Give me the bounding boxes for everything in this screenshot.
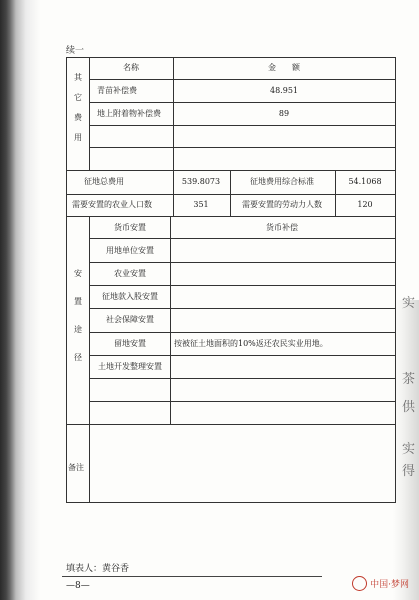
table-rule bbox=[170, 216, 171, 424]
table-rule bbox=[66, 170, 396, 171]
table-rule bbox=[89, 238, 396, 239]
table-rule bbox=[89, 285, 396, 286]
method-agricultural: 农业安置 bbox=[114, 269, 146, 278]
table-rule bbox=[89, 378, 396, 379]
agri-population-value: 351 bbox=[193, 200, 209, 209]
method-shares: 征地款入股安置 bbox=[102, 292, 158, 301]
table-rule bbox=[66, 194, 396, 195]
fee-name-seedling: 青苗补偿费 bbox=[97, 86, 137, 95]
table-rule bbox=[89, 308, 396, 309]
resettlement-section-label: 安 置 途 径 bbox=[74, 269, 82, 362]
table-rule bbox=[66, 216, 396, 217]
table-rule bbox=[89, 424, 90, 502]
method-monetary: 货币安置 bbox=[114, 223, 146, 232]
table-rule bbox=[89, 147, 396, 148]
table-border bbox=[66, 57, 396, 58]
table-rule bbox=[66, 424, 396, 425]
method-land-development: 土地开发整理安置 bbox=[98, 362, 162, 371]
remarks-label: 备注 bbox=[68, 463, 84, 472]
table-rule bbox=[89, 355, 396, 356]
labor-count-value: 120 bbox=[357, 200, 373, 209]
content-monetary: 货币补偿 bbox=[266, 223, 298, 232]
table-rule bbox=[89, 102, 396, 103]
table-rule bbox=[89, 216, 90, 424]
column-header-amount: 金 额 bbox=[268, 63, 300, 72]
scanned-binding-edge bbox=[0, 0, 40, 600]
seal-icon bbox=[352, 576, 367, 591]
form-filler: 填表人：黄谷香 bbox=[66, 564, 130, 574]
table-rule bbox=[230, 170, 231, 216]
agri-population-label: 需要安置的农业人口数 bbox=[72, 200, 152, 209]
bleed-through-char: 得 bbox=[401, 464, 415, 479]
table-rule bbox=[173, 57, 174, 170]
bleed-through-char: 实 bbox=[401, 442, 415, 457]
table-rule bbox=[89, 125, 396, 126]
table-rule bbox=[89, 332, 396, 333]
page-number: —8— bbox=[66, 581, 90, 591]
method-reserved-land: 留地安置 bbox=[114, 339, 146, 348]
labor-count-label: 需要安置的劳动力人数 bbox=[242, 200, 322, 209]
fee-amount-attachments: 89 bbox=[278, 109, 290, 118]
table-rule bbox=[335, 170, 336, 216]
table-border bbox=[66, 502, 396, 503]
land-acquisition-fee-table bbox=[66, 57, 396, 503]
table-rule bbox=[89, 262, 396, 263]
fee-amount-seedling: 48.951 bbox=[270, 86, 298, 95]
footer-rule bbox=[62, 576, 322, 577]
table-border bbox=[66, 57, 67, 503]
method-social-security: 社会保障安置 bbox=[106, 315, 154, 324]
bleed-through-char: 实 bbox=[401, 296, 415, 311]
table-rule bbox=[89, 79, 396, 80]
total-fee-value: 539.8073 bbox=[181, 177, 221, 186]
table-border bbox=[395, 57, 396, 503]
table-rule bbox=[89, 401, 396, 402]
total-fee-label: 征地总费用 bbox=[84, 177, 124, 186]
method-employer: 用地单位安置 bbox=[106, 246, 154, 255]
fee-standard-value: 54.1068 bbox=[348, 177, 382, 186]
watermark bbox=[352, 576, 409, 591]
table-rule bbox=[173, 170, 174, 216]
watermark-text: 中国·梦网 bbox=[370, 580, 409, 590]
content-reserved-land: 按被征土地面积的10%返还农民实业用地。 bbox=[174, 339, 328, 348]
fee-standard-label: 征地费用综合标准 bbox=[250, 177, 314, 186]
other-fees-section-label: 其 它 费 用 bbox=[74, 73, 82, 142]
fee-name-attachments: 地上附着物补偿费 bbox=[97, 109, 161, 118]
continuation-label: 续一 bbox=[66, 46, 85, 56]
bleed-through-char: 茶 bbox=[401, 372, 415, 387]
table-rule bbox=[89, 57, 90, 170]
column-header-name: 名称 bbox=[123, 63, 139, 72]
bleed-through-char: 供 bbox=[401, 400, 415, 415]
